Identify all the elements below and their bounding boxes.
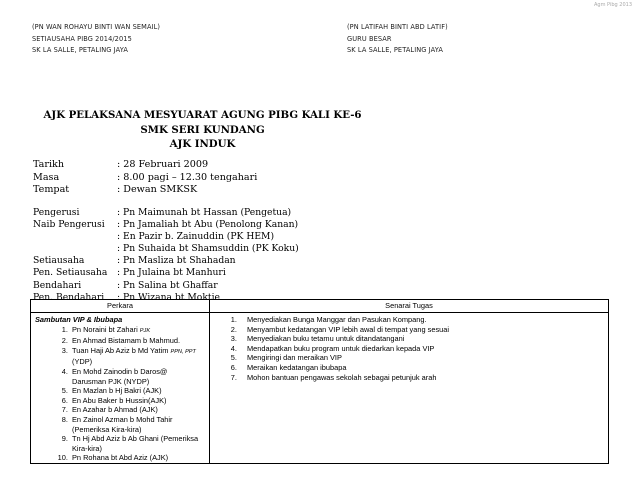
committee-role bbox=[33, 231, 117, 243]
committee-row bbox=[33, 231, 299, 243]
perkara-cell bbox=[31, 313, 210, 464]
committee-row bbox=[33, 267, 299, 279]
committee-member: : Pn Suhaida bt Shamsuddin (PK Koku) bbox=[117, 243, 299, 255]
task-item: 4. Mendapatkan buku program untuk diedarkan kepada VIP bbox=[239, 344, 605, 354]
member-mark: PJK bbox=[139, 327, 151, 334]
committee-row bbox=[33, 243, 299, 255]
detail-value: : Dewan SMKSK bbox=[117, 184, 198, 195]
senarai-tugas-cell bbox=[210, 313, 609, 464]
task-item: 2. Menyambut kedatangan VIP lebih awal di tempat yang sesuai bbox=[239, 325, 605, 335]
member-item bbox=[70, 386, 206, 396]
committee-role: Pengerusi bbox=[33, 207, 80, 218]
committee-member: : Pn Masliza bt Shahadan bbox=[117, 255, 236, 267]
member-item bbox=[70, 346, 206, 367]
committee-role: Bendahari bbox=[33, 279, 82, 291]
committee-row bbox=[33, 280, 299, 292]
detail-label: Masa bbox=[33, 171, 60, 183]
meeting-time-row bbox=[33, 172, 257, 185]
member-item bbox=[70, 336, 206, 346]
committee-member: : Pn Julaina bt Manhuri bbox=[117, 267, 226, 279]
committee-row bbox=[33, 207, 299, 219]
committee-row bbox=[33, 219, 299, 231]
committee-member: : Pn Jamaliah bt Abu (Penolong Kanan) bbox=[117, 219, 299, 231]
committee-role: Pen. Bendahari bbox=[33, 291, 105, 303]
member-item bbox=[70, 415, 206, 434]
document-heading bbox=[0, 108, 405, 152]
member-name-cont: (Pemeriksa Kira-kira) bbox=[72, 424, 142, 434]
signature-title: SETIAUSAHA PIBG 2014/2015 bbox=[32, 34, 132, 43]
signature-name: (PN LATIFAH BINTI ABD LATIF) bbox=[347, 23, 448, 31]
member-name: En Ahmad Bistamam b Mahmud. bbox=[72, 336, 181, 346]
member-item bbox=[70, 405, 206, 415]
member-item bbox=[70, 453, 206, 463]
signature-school: SK LA SALLE, PETALING JAYA bbox=[32, 46, 128, 54]
member-name: En Azahar b Ahmad (AJK) bbox=[72, 405, 158, 415]
table-row bbox=[31, 313, 609, 464]
committee-member: : Pn Salina bt Ghaffar bbox=[117, 279, 218, 291]
member-item bbox=[70, 325, 206, 337]
signature-school: SK LA SALLE, PETALING JAYA bbox=[347, 46, 443, 54]
task-item: 7. Mohon bantuan pengawas sekolah sebagai petunjuk arah bbox=[239, 373, 605, 383]
detail-label: Tempat bbox=[33, 184, 70, 195]
committee-member: : En Pazir b. Zainuddin (PK HEM) bbox=[117, 231, 275, 243]
task-item: 3. Menyediakan buku tetamu untuk ditandatangani bbox=[239, 334, 605, 344]
member-name-cont: Kira-kira) bbox=[72, 443, 102, 453]
meeting-details bbox=[33, 159, 257, 197]
member-item bbox=[70, 434, 206, 453]
signature-title: GURU BESAR bbox=[347, 34, 392, 43]
committee-row bbox=[33, 255, 299, 267]
member-mark: PPN, PPT bbox=[170, 348, 196, 355]
member-name: Pn Rohana bt Abd Aziz (AJK) bbox=[72, 453, 169, 463]
member-name: En Abu Baker b Hussin(AJK) bbox=[72, 395, 167, 405]
task-item: 6. Meraikan kedatangan ibubapa bbox=[239, 363, 605, 373]
committee-role bbox=[33, 243, 117, 255]
detail-value: : 28 Februari 2009 bbox=[117, 159, 209, 170]
signature-name: (PN WAN ROHAYU BINTI WAN SEMAIL) bbox=[32, 23, 161, 31]
committee-role: Pen. Setiausaha bbox=[33, 267, 108, 279]
task-item: 5. Mengiringi dan meraikan VIP bbox=[239, 353, 605, 363]
committee-member: : Pn Maimunah bt Hassan (Pengetua) bbox=[117, 207, 292, 218]
detail-value: : 8.00 pagi – 12.30 tengahari bbox=[117, 171, 258, 183]
member-name: En Zainol Azman b Mohd Tahir bbox=[72, 414, 173, 424]
member-name: En Mazlan b Hj Bakri (AJK) bbox=[72, 386, 162, 396]
member-item bbox=[70, 396, 206, 406]
duty-table bbox=[30, 299, 609, 464]
member-name: Tn Hj Abd Aziz b Ab Ghani (Pemeriksa bbox=[72, 434, 199, 444]
member-item bbox=[70, 367, 206, 386]
member-name-cont: (YDP) bbox=[72, 357, 93, 367]
member-name: En Mohd Zainodin b Daros@ bbox=[72, 366, 168, 376]
committee-role: Naib Pengerusi bbox=[33, 219, 105, 231]
header-perkara: Perkara bbox=[31, 300, 210, 313]
committee-role: Setiausaha bbox=[33, 255, 85, 267]
signature-block-left bbox=[32, 22, 160, 57]
signature-block-right bbox=[347, 22, 448, 57]
heading-school: SMK SERI KUNDANG bbox=[140, 123, 265, 136]
committee-list bbox=[33, 207, 299, 304]
section-title: Sambutan VIP & Ibubapa bbox=[35, 315, 123, 324]
meeting-date-row bbox=[33, 159, 257, 172]
member-list bbox=[34, 325, 206, 463]
member-name: Pn Noraini bt Zahari bbox=[72, 324, 138, 334]
table-header-row bbox=[31, 300, 609, 313]
meeting-venue-row bbox=[33, 184, 257, 197]
heading-committee: AJK INDUK bbox=[169, 138, 236, 150]
task-item: 1. Menyediakan Bunga Manggar dan Pasukan Kompang. bbox=[239, 315, 605, 325]
page-corner-label: Agm Pibg 2013 bbox=[593, 2, 632, 8]
detail-label: Tarikh bbox=[33, 159, 65, 170]
member-name: Tuan Haji Ab Aziz b Md Yatim bbox=[72, 345, 169, 355]
member-name-cont: Darusman PJK (NYDP) bbox=[72, 376, 150, 386]
header-senarai-tugas: Senarai Tugas bbox=[210, 300, 609, 313]
committee-member: : Pn Wizana bt Moktie bbox=[117, 291, 220, 303]
task-list bbox=[213, 315, 605, 382]
heading-title: AJK PELAKSANA MESYUARAT AGUNG PIBG KALI KE-6 bbox=[43, 109, 362, 121]
